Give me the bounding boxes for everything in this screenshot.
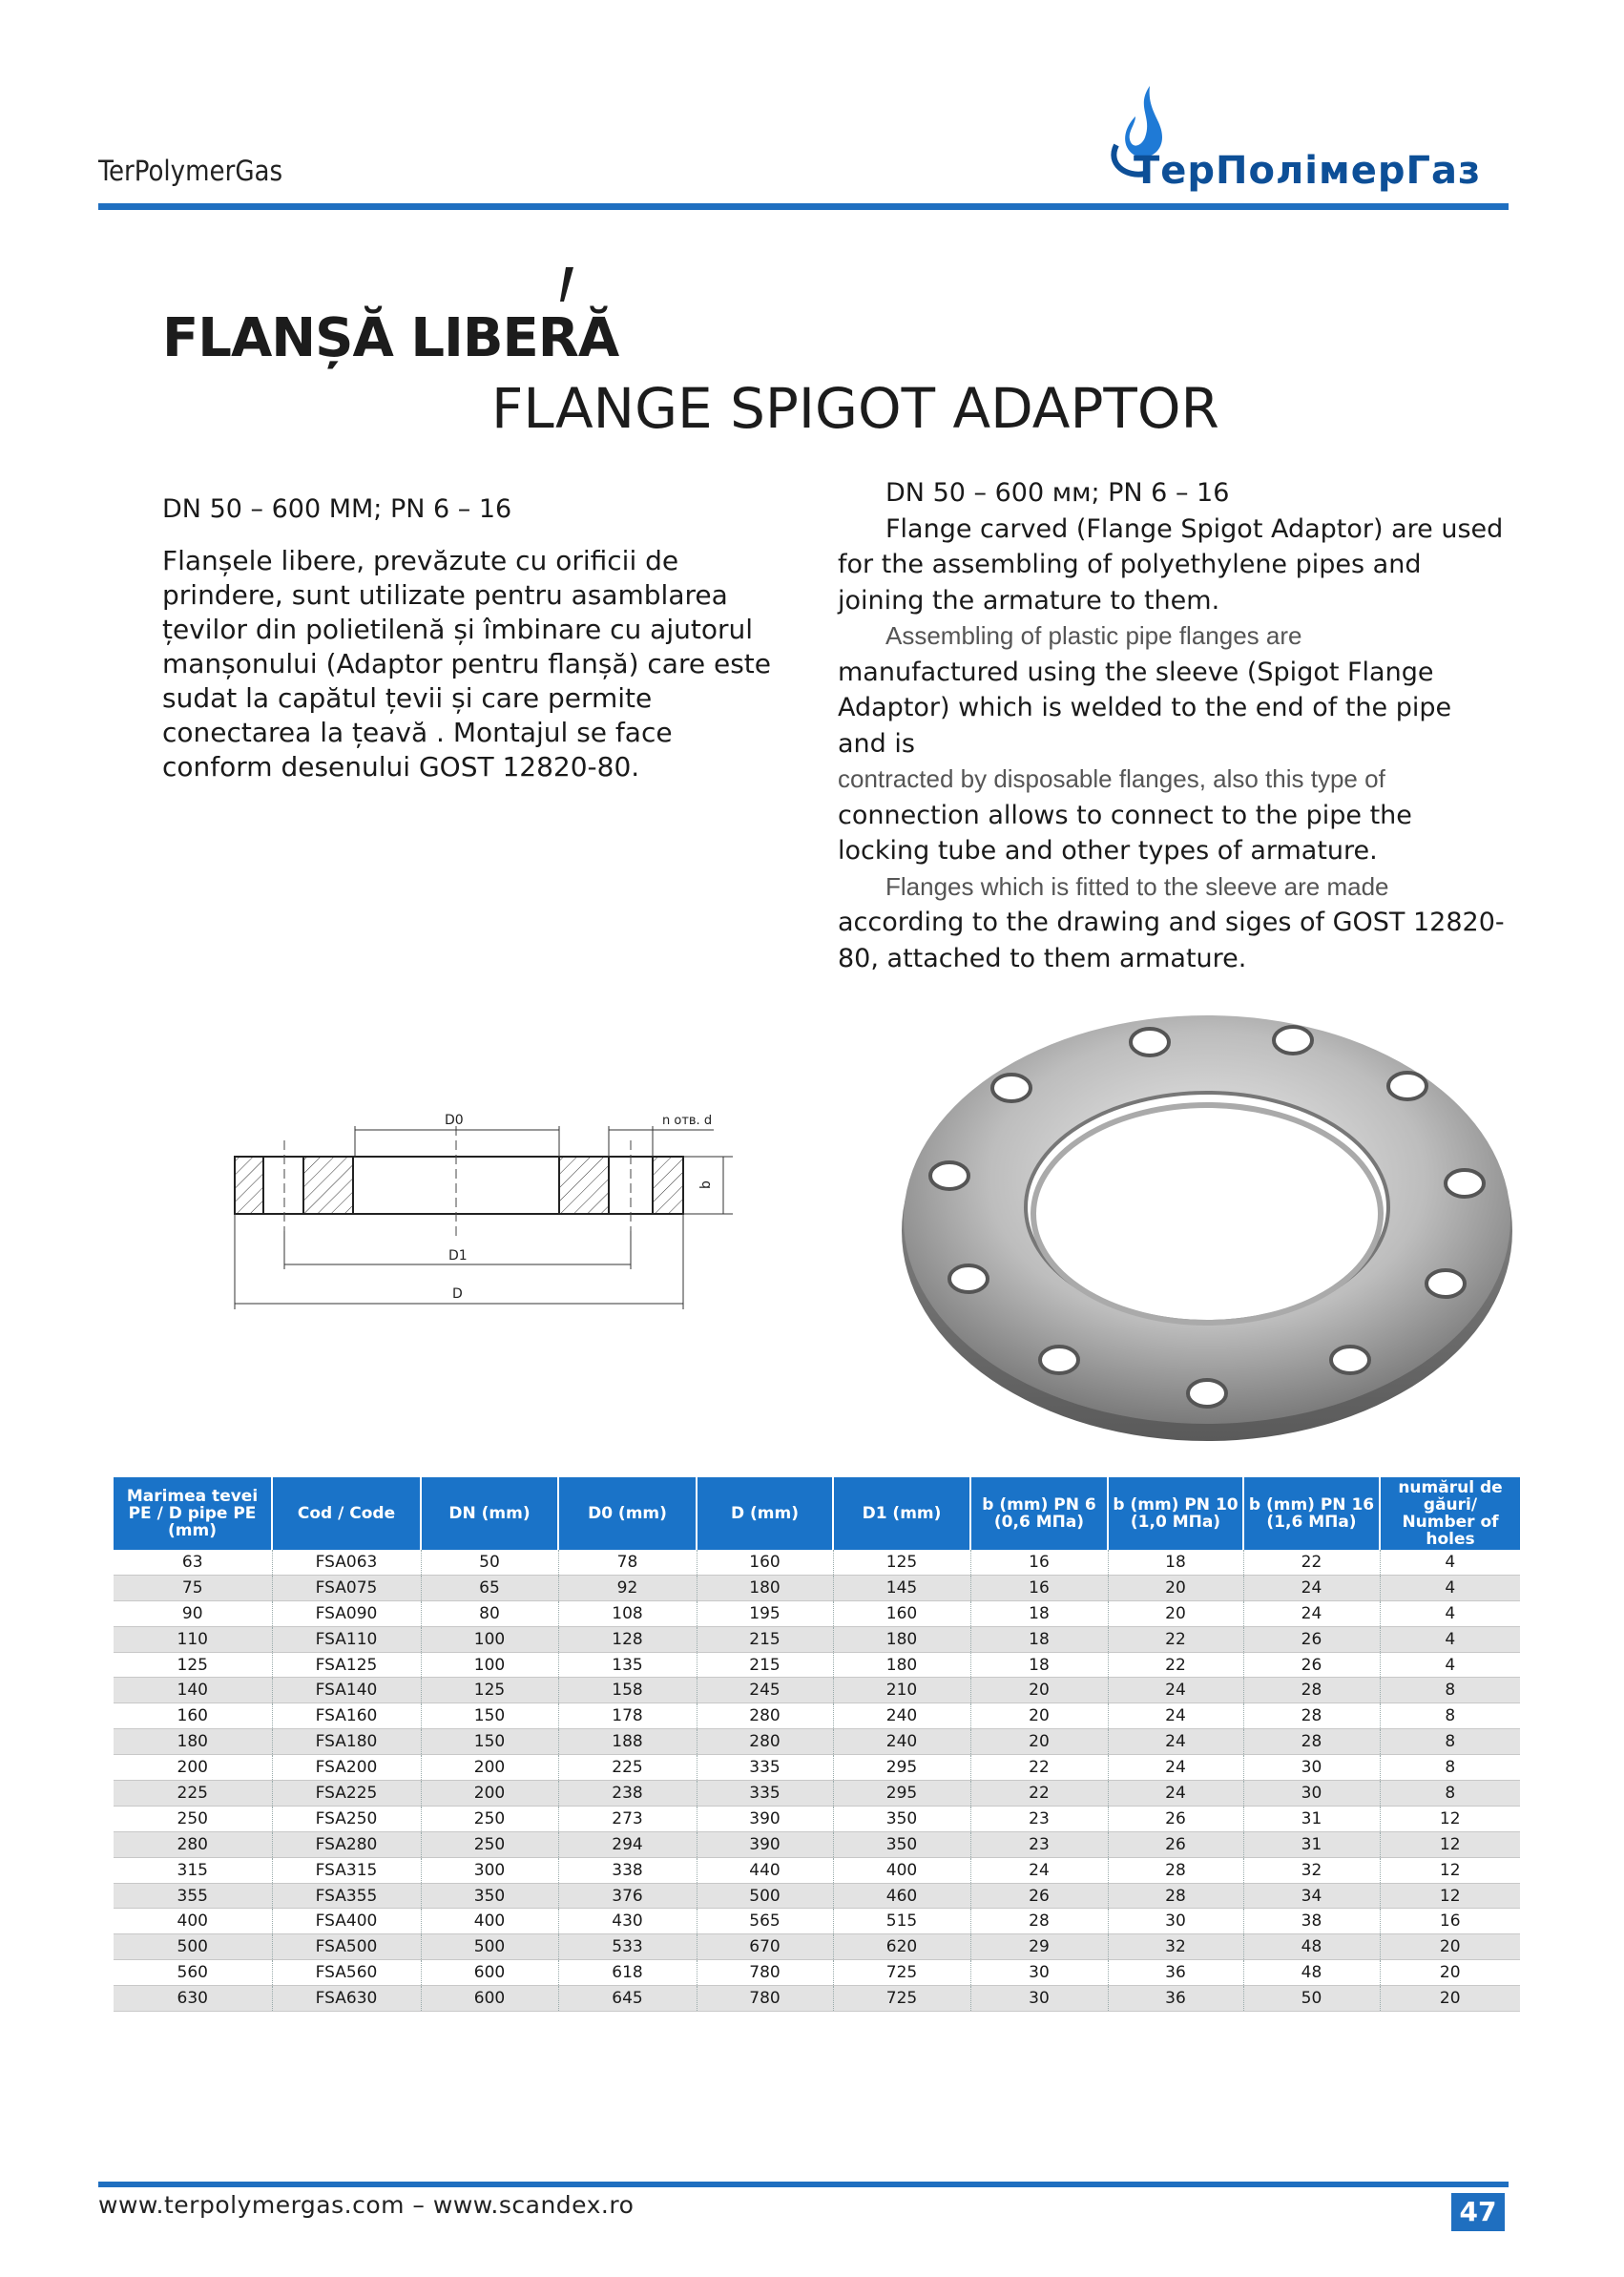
ro-spec-line: DN 50 – 600 MM; PN 6 – 16 — [162, 494, 512, 524]
table-cell: FSA200 — [272, 1755, 421, 1781]
label-d0: D0 — [445, 1113, 464, 1128]
table-cell: 250 — [421, 1831, 558, 1857]
table-row — [114, 1857, 1520, 1883]
table-cell: FSA140 — [272, 1678, 421, 1703]
table-cell: 20 — [1380, 1986, 1520, 2012]
table-header-cell: b (mm) PN 16 (1,6 МПа) — [1243, 1477, 1380, 1550]
table-cell: 565 — [697, 1909, 833, 1934]
table-cell: 4 — [1380, 1600, 1520, 1626]
table-cell: 90 — [114, 1600, 272, 1626]
table-row — [114, 1550, 1520, 1575]
en-description — [838, 475, 1506, 976]
table-row — [114, 1909, 1520, 1934]
table-cell: 180 — [833, 1652, 970, 1678]
table-cell: 24 — [1108, 1703, 1243, 1729]
table-cell: 500 — [697, 1883, 833, 1909]
table-cell: 30 — [970, 1986, 1108, 2012]
table-cell: 12 — [1380, 1806, 1520, 1831]
table-header-row — [114, 1477, 1520, 1550]
table-cell: 400 — [833, 1857, 970, 1883]
table-row — [114, 1883, 1520, 1909]
table-cell: 92 — [558, 1575, 697, 1600]
table-cell: 8 — [1380, 1703, 1520, 1729]
table-cell: 26 — [1108, 1806, 1243, 1831]
table-cell: 280 — [697, 1703, 833, 1729]
page-number: 47 — [1451, 2193, 1505, 2231]
table-cell: 188 — [558, 1729, 697, 1755]
table-cell: FSA400 — [272, 1909, 421, 1934]
table-header-cell: b (mm) PN 10 (1,0 МПа) — [1108, 1477, 1243, 1550]
table-cell: 645 — [558, 1986, 697, 2012]
table-cell: 390 — [697, 1831, 833, 1857]
table-cell: 24 — [1108, 1755, 1243, 1781]
table-cell: 30 — [970, 1960, 1108, 1986]
table-cell: 28 — [1243, 1703, 1380, 1729]
table-cell: 110 — [114, 1626, 272, 1652]
table-cell: 225 — [558, 1755, 697, 1781]
table-cell: 78 — [558, 1550, 697, 1575]
table-cell: 63 — [114, 1550, 272, 1575]
table-cell: 4 — [1380, 1575, 1520, 1600]
table-row — [114, 1831, 1520, 1857]
table-cell: 600 — [421, 1960, 558, 1986]
table-cell: 140 — [114, 1678, 272, 1703]
table-cell: 48 — [1243, 1960, 1380, 1986]
table-cell: 28 — [1243, 1729, 1380, 1755]
table-cell: FSA315 — [272, 1857, 421, 1883]
table-cell: 180 — [833, 1626, 970, 1652]
table-cell: 238 — [558, 1781, 697, 1807]
label-holes: n отв. d — [662, 1114, 713, 1128]
table-cell: 24 — [1108, 1729, 1243, 1755]
table-cell: 315 — [114, 1857, 272, 1883]
table-cell: 350 — [833, 1831, 970, 1857]
table-cell: 4 — [1380, 1652, 1520, 1678]
table-cell: 725 — [833, 1960, 970, 1986]
table-cell: 36 — [1108, 1986, 1243, 2012]
table-cell: 22 — [1108, 1652, 1243, 1678]
flange-photo — [892, 992, 1522, 1446]
table-cell: FSA560 — [272, 1960, 421, 1986]
table-cell: 16 — [1380, 1909, 1520, 1934]
table-cell: 670 — [697, 1934, 833, 1960]
table-cell: 300 — [421, 1857, 558, 1883]
table-cell: 18 — [970, 1652, 1108, 1678]
table-cell: 30 — [1243, 1781, 1380, 1807]
table-cell: 28 — [1108, 1857, 1243, 1883]
specification-table — [114, 1477, 1520, 2012]
table-cell: 12 — [1380, 1883, 1520, 1909]
en-paragraph-1: Flange carved (Flange Spigot Adaptor) are used for the assembling of polyethylene pipes and joining the armature to them. — [838, 513, 1504, 616]
table-cell: 18 — [970, 1600, 1108, 1626]
table-cell: 200 — [421, 1781, 558, 1807]
table-cell: 460 — [833, 1883, 970, 1909]
table-cell: 780 — [697, 1960, 833, 1986]
table-header-cell: Marimea tevei PE / D pipe PE (mm) — [114, 1477, 272, 1550]
table-row — [114, 1986, 1520, 2012]
title-english: FLANGE SPIGOT ADAPTOR — [491, 376, 1219, 441]
table-cell: 75 — [114, 1575, 272, 1600]
en-paragraph-2d: connection allows to connect to the pipe the locking tube and other types of armature. — [838, 800, 1412, 866]
en-paragraph-3a: Flanges which is fitted to the sleeve are made — [885, 871, 1389, 901]
table-cell: 350 — [421, 1883, 558, 1909]
table-cell: 24 — [1108, 1781, 1243, 1807]
table-cell: 500 — [114, 1934, 272, 1960]
table-cell: 160 — [833, 1600, 970, 1626]
table-cell: 30 — [1108, 1909, 1243, 1934]
table-cell: FSA280 — [272, 1831, 421, 1857]
table-cell: 273 — [558, 1806, 697, 1831]
table-cell: FSA125 — [272, 1652, 421, 1678]
table-cell: FSA090 — [272, 1600, 421, 1626]
table-cell: 376 — [558, 1883, 697, 1909]
table-cell: 65 — [421, 1575, 558, 1600]
table-cell: 180 — [697, 1575, 833, 1600]
table-cell: 500 — [421, 1934, 558, 1960]
ro-description: Flanșele libere, prevăzute cu orificii de prindere, sunt utilizate pentru asamblarea țevilor din polietilenă și îmbinare cu ajutorul manșonului (Adaptor pentru flanșă) care este sudat la capătul țevii și care permite conectarea la țeavă . Montajul se face conform desenului GOST 12820-80. — [162, 545, 771, 783]
table-cell: 180 — [114, 1729, 272, 1755]
table-cell: 36 — [1108, 1960, 1243, 1986]
table-cell: 200 — [114, 1755, 272, 1781]
table-cell: 100 — [421, 1652, 558, 1678]
table-cell: 50 — [421, 1550, 558, 1575]
table-row — [114, 1755, 1520, 1781]
title-romanian: FLANȘĂ LIBERĂ — [162, 307, 619, 369]
table-cell: 8 — [1380, 1755, 1520, 1781]
table-cell: 215 — [697, 1652, 833, 1678]
table-row — [114, 1806, 1520, 1831]
table-cell: 12 — [1380, 1831, 1520, 1857]
table-header-cell: Cod / Code — [272, 1477, 421, 1550]
table-cell: 400 — [421, 1909, 558, 1934]
brand-name: TerPolymerGas — [98, 155, 283, 187]
table-cell: 178 — [558, 1703, 697, 1729]
table-row — [114, 1652, 1520, 1678]
table-header-cell: DN (mm) — [421, 1477, 558, 1550]
table-cell: 16 — [970, 1550, 1108, 1575]
en-paragraph-2a: Assembling of plastic pipe flanges are — [885, 621, 1302, 650]
table-cell: 125 — [421, 1678, 558, 1703]
table-header-cell: D (mm) — [697, 1477, 833, 1550]
table-cell: 26 — [970, 1883, 1108, 1909]
en-spec-line: DN 50 – 600 мм; PN 6 – 16 — [885, 478, 1230, 508]
en-paragraph-2c: contracted by disposable flanges, also this type of — [838, 764, 1385, 793]
table-cell: 295 — [833, 1755, 970, 1781]
table-cell: 780 — [697, 1986, 833, 2012]
header-divider — [98, 203, 1509, 210]
table-cell: FSA630 — [272, 1986, 421, 2012]
table-cell: 23 — [970, 1806, 1108, 1831]
label-b: b — [698, 1180, 714, 1189]
table-cell: 125 — [833, 1550, 970, 1575]
table-cell: 618 — [558, 1960, 697, 1986]
table-cell: 18 — [970, 1626, 1108, 1652]
table-cell: 725 — [833, 1986, 970, 2012]
table-cell: 32 — [1108, 1934, 1243, 1960]
table-row — [114, 1729, 1520, 1755]
table-cell: FSA110 — [272, 1626, 421, 1652]
table-cell: 245 — [697, 1678, 833, 1703]
table-cell: 225 — [114, 1781, 272, 1807]
table-cell: 158 — [558, 1678, 697, 1703]
table-cell: 8 — [1380, 1781, 1520, 1807]
table-cell: 210 — [833, 1678, 970, 1703]
table-cell: 20 — [1108, 1600, 1243, 1626]
table-cell: 280 — [697, 1729, 833, 1755]
table-cell: 600 — [421, 1986, 558, 2012]
table-cell: 20 — [1380, 1934, 1520, 1960]
table-cell: 338 — [558, 1857, 697, 1883]
table-cell: 20 — [1108, 1575, 1243, 1600]
table-cell: 280 — [114, 1831, 272, 1857]
table-row — [114, 1934, 1520, 1960]
table-cell: 440 — [697, 1857, 833, 1883]
label-d1: D1 — [448, 1248, 468, 1264]
table-cell: FSA063 — [272, 1550, 421, 1575]
table-cell: 150 — [421, 1703, 558, 1729]
table-cell: 128 — [558, 1626, 697, 1652]
label-d: D — [452, 1286, 463, 1302]
table-cell: 560 — [114, 1960, 272, 1986]
table-body — [114, 1550, 1520, 2012]
table-cell: 160 — [114, 1703, 272, 1729]
table-cell: 620 — [833, 1934, 970, 1960]
table-cell: 160 — [697, 1550, 833, 1575]
table-row — [114, 1600, 1520, 1626]
table-cell: 31 — [1243, 1806, 1380, 1831]
table-cell: 200 — [421, 1755, 558, 1781]
table-cell: 31 — [1243, 1831, 1380, 1857]
table-cell: 240 — [833, 1729, 970, 1755]
table-header-cell: D0 (mm) — [558, 1477, 697, 1550]
table-cell: 26 — [1108, 1831, 1243, 1857]
table-cell: 250 — [421, 1806, 558, 1831]
table-cell: 50 — [1243, 1986, 1380, 2012]
table-cell: 250 — [114, 1806, 272, 1831]
table-cell: 8 — [1380, 1678, 1520, 1703]
table-cell: 335 — [697, 1781, 833, 1807]
table-cell: 23 — [970, 1831, 1108, 1857]
table-cell: 24 — [970, 1857, 1108, 1883]
table-cell: 400 — [114, 1909, 272, 1934]
table-cell: 48 — [1243, 1934, 1380, 1960]
table-cell: 29 — [970, 1934, 1108, 1960]
flange-cross-section-drawing — [227, 1088, 742, 1322]
table-cell: 38 — [1243, 1909, 1380, 1934]
table-cell: FSA500 — [272, 1934, 421, 1960]
table-cell: 215 — [697, 1626, 833, 1652]
table-cell: 20 — [970, 1703, 1108, 1729]
footer-divider — [98, 2182, 1509, 2187]
table-cell: 22 — [970, 1781, 1108, 1807]
table-cell: 32 — [1243, 1857, 1380, 1883]
table-cell: 20 — [970, 1729, 1108, 1755]
table-cell: 355 — [114, 1883, 272, 1909]
table-cell: 28 — [970, 1909, 1108, 1934]
table-cell: 24 — [1243, 1575, 1380, 1600]
table-cell: 18 — [1108, 1550, 1243, 1575]
table-cell: FSA180 — [272, 1729, 421, 1755]
table-cell: FSA225 — [272, 1781, 421, 1807]
table-cell: 24 — [1108, 1678, 1243, 1703]
table-cell: 34 — [1243, 1883, 1380, 1909]
footer-websites: www.terpolymergas.com – www.scandex.ro — [98, 2191, 635, 2219]
table-cell: 12 — [1380, 1857, 1520, 1883]
en-paragraph-2b: manufactured using the sleeve (Spigot Flange Adaptor) which is welded to the end of the pipe and is — [838, 657, 1452, 759]
table-cell: 26 — [1243, 1626, 1380, 1652]
table-row — [114, 1960, 1520, 1986]
logo-text: ТерПолімерГаз — [1134, 149, 1482, 193]
table-cell: FSA250 — [272, 1806, 421, 1831]
table-cell: 350 — [833, 1806, 970, 1831]
table-cell: 22 — [1108, 1626, 1243, 1652]
table-cell: 515 — [833, 1909, 970, 1934]
table-cell: FSA075 — [272, 1575, 421, 1600]
table-cell: 145 — [833, 1575, 970, 1600]
table-cell: 26 — [1243, 1652, 1380, 1678]
table-cell: 390 — [697, 1806, 833, 1831]
table-row — [114, 1575, 1520, 1600]
table-cell: 28 — [1108, 1883, 1243, 1909]
table-cell: 24 — [1243, 1600, 1380, 1626]
table-header-cell: b (mm) PN 6 (0,6 МПа) — [970, 1477, 1108, 1550]
table-row — [114, 1781, 1520, 1807]
table-header-cell: D1 (mm) — [833, 1477, 970, 1550]
table-cell: 125 — [114, 1652, 272, 1678]
table-cell: 30 — [1243, 1755, 1380, 1781]
table-cell: 195 — [697, 1600, 833, 1626]
table-cell: 80 — [421, 1600, 558, 1626]
table-cell: 430 — [558, 1909, 697, 1934]
table-cell: 135 — [558, 1652, 697, 1678]
table-cell: 20 — [970, 1678, 1108, 1703]
table-cell: 22 — [970, 1755, 1108, 1781]
table-row — [114, 1703, 1520, 1729]
table-cell: 20 — [1380, 1960, 1520, 1986]
table-cell: 335 — [697, 1755, 833, 1781]
table-row — [114, 1678, 1520, 1703]
accent-mark — [556, 267, 575, 305]
table-cell: 4 — [1380, 1550, 1520, 1575]
table-cell: 150 — [421, 1729, 558, 1755]
table-cell: 295 — [833, 1781, 970, 1807]
table-cell: 28 — [1243, 1678, 1380, 1703]
table-cell: 630 — [114, 1986, 272, 2012]
table-header-cell: numărul de găuri/ Number of holes — [1380, 1477, 1520, 1550]
table-cell: FSA160 — [272, 1703, 421, 1729]
table-cell: 108 — [558, 1600, 697, 1626]
table-cell: 22 — [1243, 1550, 1380, 1575]
en-paragraph-3b: according to the drawing and siges of GOST 12820-80, attached to them armature. — [838, 908, 1505, 973]
table-cell: 4 — [1380, 1626, 1520, 1652]
table-cell: 16 — [970, 1575, 1108, 1600]
table-cell: FSA355 — [272, 1883, 421, 1909]
table-cell: 8 — [1380, 1729, 1520, 1755]
table-cell: 100 — [421, 1626, 558, 1652]
table-cell: 240 — [833, 1703, 970, 1729]
table-row — [114, 1626, 1520, 1652]
table-cell: 533 — [558, 1934, 697, 1960]
table-cell: 294 — [558, 1831, 697, 1857]
